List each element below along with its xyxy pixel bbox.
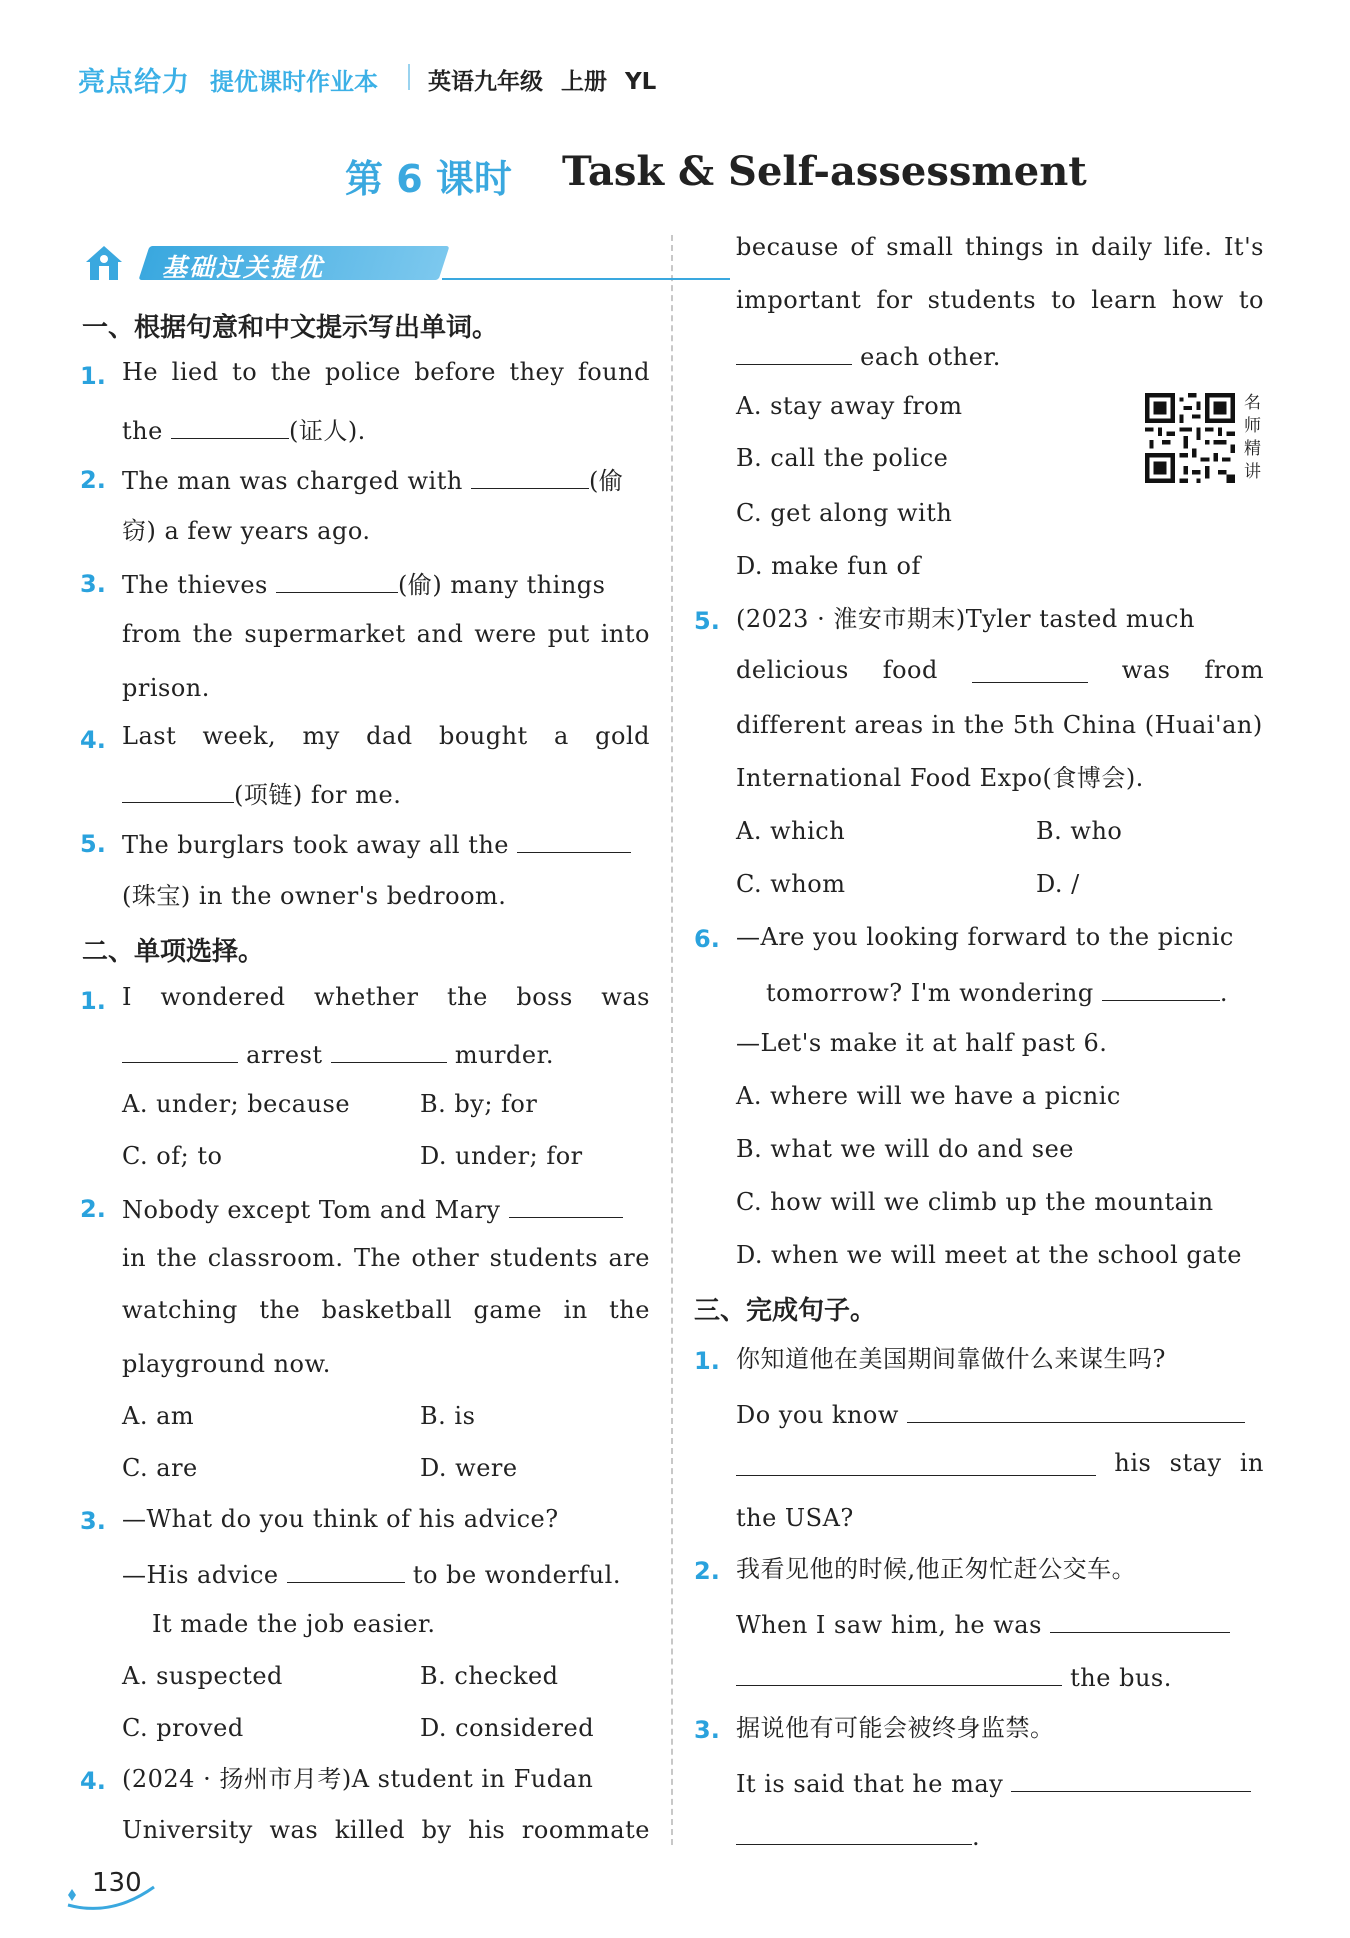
lesson-title: Task & Self-assessment xyxy=(562,148,1087,195)
option[interactable]: A. am xyxy=(122,1402,195,1430)
answer-blank[interactable] xyxy=(736,1818,972,1845)
question-line: Nobody except Tom and Mary xyxy=(122,1191,623,1226)
question-prompt-cn: 我看见他的时候,他正匆忙赶公交车。 xyxy=(736,1555,1137,1583)
option[interactable]: B. who xyxy=(1036,817,1123,845)
question-line: Do you know xyxy=(736,1396,1245,1431)
question-line: The thieves (偷) many things xyxy=(122,566,605,601)
option[interactable]: C. how will we climb up the mountain xyxy=(736,1188,1214,1216)
answer-blank[interactable] xyxy=(509,1191,623,1218)
question-number: 6. xyxy=(694,925,720,953)
option[interactable]: C. are xyxy=(122,1454,198,1482)
option[interactable]: A. stay away from xyxy=(736,392,963,420)
question-line: He lied to the police before they found xyxy=(122,358,650,386)
question-line: Last week, my dad bought a gold xyxy=(122,722,650,750)
option[interactable]: C. of; to xyxy=(122,1142,223,1170)
question-line: I wondered whether the boss was xyxy=(122,983,650,1011)
answer-blank[interactable] xyxy=(1102,974,1220,1001)
question-line: playground now. xyxy=(122,1350,331,1378)
question-line: The burglars took away all the xyxy=(122,826,631,861)
option[interactable]: A. which xyxy=(736,817,846,845)
question-line: (珠宝) in the owner's bedroom. xyxy=(122,882,507,910)
question-number: 1. xyxy=(80,987,106,1015)
qr-label: 名师精讲 xyxy=(1244,393,1261,482)
section-badge xyxy=(82,242,652,286)
question-line: The man was charged with (偷 xyxy=(122,462,623,497)
option[interactable]: A. where will we have a picnic xyxy=(736,1082,1121,1110)
series-name: 提优课时作业本 xyxy=(210,68,378,96)
answer-blank[interactable] xyxy=(517,826,631,853)
question-prompt-cn: 据说他有可能会被终身监禁。 xyxy=(736,1714,1055,1742)
question-line: (项链) for me. xyxy=(122,776,401,811)
option[interactable]: C. proved xyxy=(122,1714,244,1742)
option[interactable]: D. under; for xyxy=(420,1142,583,1170)
answer-blank[interactable] xyxy=(972,656,1088,683)
option[interactable]: A. suspected xyxy=(122,1662,283,1690)
option[interactable]: C. whom xyxy=(736,870,846,898)
question-line: from the supermarket and were put into xyxy=(122,620,650,648)
answer-blank[interactable] xyxy=(736,1659,1062,1686)
brand-logo: 亮点给力 xyxy=(78,67,190,98)
option[interactable]: B. checked xyxy=(420,1662,559,1690)
answer-blank[interactable] xyxy=(1011,1765,1251,1792)
question-line: his stay in xyxy=(736,1449,1264,1477)
question-line: (2023 · 淮安市期末)Tyler tasted much xyxy=(736,605,1195,633)
answer-blank[interactable] xyxy=(1050,1606,1230,1633)
question-line: the USA? xyxy=(736,1504,854,1532)
question-line: —His advice to be wonderful. xyxy=(122,1556,621,1591)
answer-blank[interactable] xyxy=(276,566,398,593)
question-line: When I saw him, he was xyxy=(736,1606,1230,1641)
answer-blank[interactable] xyxy=(171,412,289,439)
question-line: University was killed by his roommate xyxy=(122,1816,650,1844)
question-number: 1. xyxy=(694,1347,720,1375)
question-number: 3. xyxy=(80,570,106,598)
lesson-number: 第 6 课时 xyxy=(345,157,512,201)
question-line: in the classroom. The other students are xyxy=(122,1244,650,1272)
option[interactable]: D. considered xyxy=(420,1714,595,1742)
question-line: prison. xyxy=(122,674,210,702)
answer-blank[interactable] xyxy=(736,338,852,365)
question-number: 1. xyxy=(80,362,106,390)
header-divider xyxy=(408,64,410,90)
option[interactable]: B. by; for xyxy=(420,1090,538,1118)
answer-blank[interactable] xyxy=(331,1036,447,1063)
question-number: 3. xyxy=(694,1716,720,1744)
option[interactable]: B. what we will do and see xyxy=(736,1135,1074,1163)
part1-heading: 一、根据句意和中文提示写出单词。 xyxy=(82,313,499,343)
option[interactable]: D. / xyxy=(1036,870,1080,898)
question-number: 5. xyxy=(694,607,720,635)
answer-blank[interactable] xyxy=(122,776,234,803)
option[interactable]: D. were xyxy=(420,1454,518,1482)
question-line: different areas in the 5th China (Huai'an) xyxy=(736,711,1263,739)
question-line: the bus. xyxy=(736,1659,1172,1694)
answer-blank[interactable] xyxy=(736,1449,1096,1476)
question-number: 4. xyxy=(80,1767,106,1795)
question-line: the (证人). xyxy=(122,412,366,447)
part2-heading: 二、单项选择。 xyxy=(82,937,265,967)
question-line: . xyxy=(736,1818,980,1853)
question-line: 窃) a few years ago. xyxy=(122,517,371,545)
question-number: 4. xyxy=(80,726,106,754)
answer-blank[interactable] xyxy=(471,462,589,489)
column-divider xyxy=(671,235,673,1845)
option[interactable]: C. get along with xyxy=(736,499,953,527)
question-number: 5. xyxy=(80,830,106,858)
question-line: delicious food was from xyxy=(736,656,1264,684)
part3-heading: 三、完成句子。 xyxy=(694,1296,877,1326)
question-line: because of small things in daily life. It's xyxy=(736,233,1264,261)
question-line: watching the basketball game in the xyxy=(122,1296,650,1324)
question-line: important for students to learn how to xyxy=(736,286,1264,314)
question-line: International Food Expo(食博会). xyxy=(736,764,1144,792)
question-line: each other. xyxy=(736,338,1001,373)
page-number: 130 xyxy=(92,1868,142,1898)
option[interactable]: D. make fun of xyxy=(736,552,921,580)
book-info: 英语九年级 上册 YL xyxy=(428,69,657,95)
question-prompt-cn: 你知道他在美国期间靠做什么来谋生吗? xyxy=(736,1345,1166,1373)
question-number: 2. xyxy=(694,1557,720,1585)
option[interactable]: B. is xyxy=(420,1402,476,1430)
question-line: It is said that he may xyxy=(736,1765,1251,1800)
option[interactable]: A. under; because xyxy=(122,1090,351,1118)
question-number: 2. xyxy=(80,466,106,494)
question-line: —What do you think of his advice? xyxy=(122,1505,559,1533)
question-line: tomorrow? I'm wondering . xyxy=(766,974,1228,1009)
answer-blank[interactable] xyxy=(122,1036,238,1063)
option[interactable]: B. call the police xyxy=(736,444,949,472)
house-icon xyxy=(82,242,126,286)
badge-label: 基础过关提优 xyxy=(162,253,325,282)
question-line: —Are you looking forward to the picnic xyxy=(736,923,1234,951)
question-line: arrest murder. xyxy=(122,1036,554,1071)
answer-blank[interactable] xyxy=(287,1556,405,1583)
question-number: 3. xyxy=(80,1507,106,1535)
question-line: —Let's make it at half past 6. xyxy=(736,1029,1108,1057)
question-number: 2. xyxy=(80,1195,106,1223)
answer-blank[interactable] xyxy=(907,1396,1245,1423)
option[interactable]: D. when we will meet at the school gate xyxy=(736,1241,1242,1269)
question-line: It made the job easier. xyxy=(152,1610,436,1638)
question-line: (2024 · 扬州市月考)A student in Fudan xyxy=(122,1765,594,1793)
qr-code-icon[interactable] xyxy=(1145,393,1235,483)
